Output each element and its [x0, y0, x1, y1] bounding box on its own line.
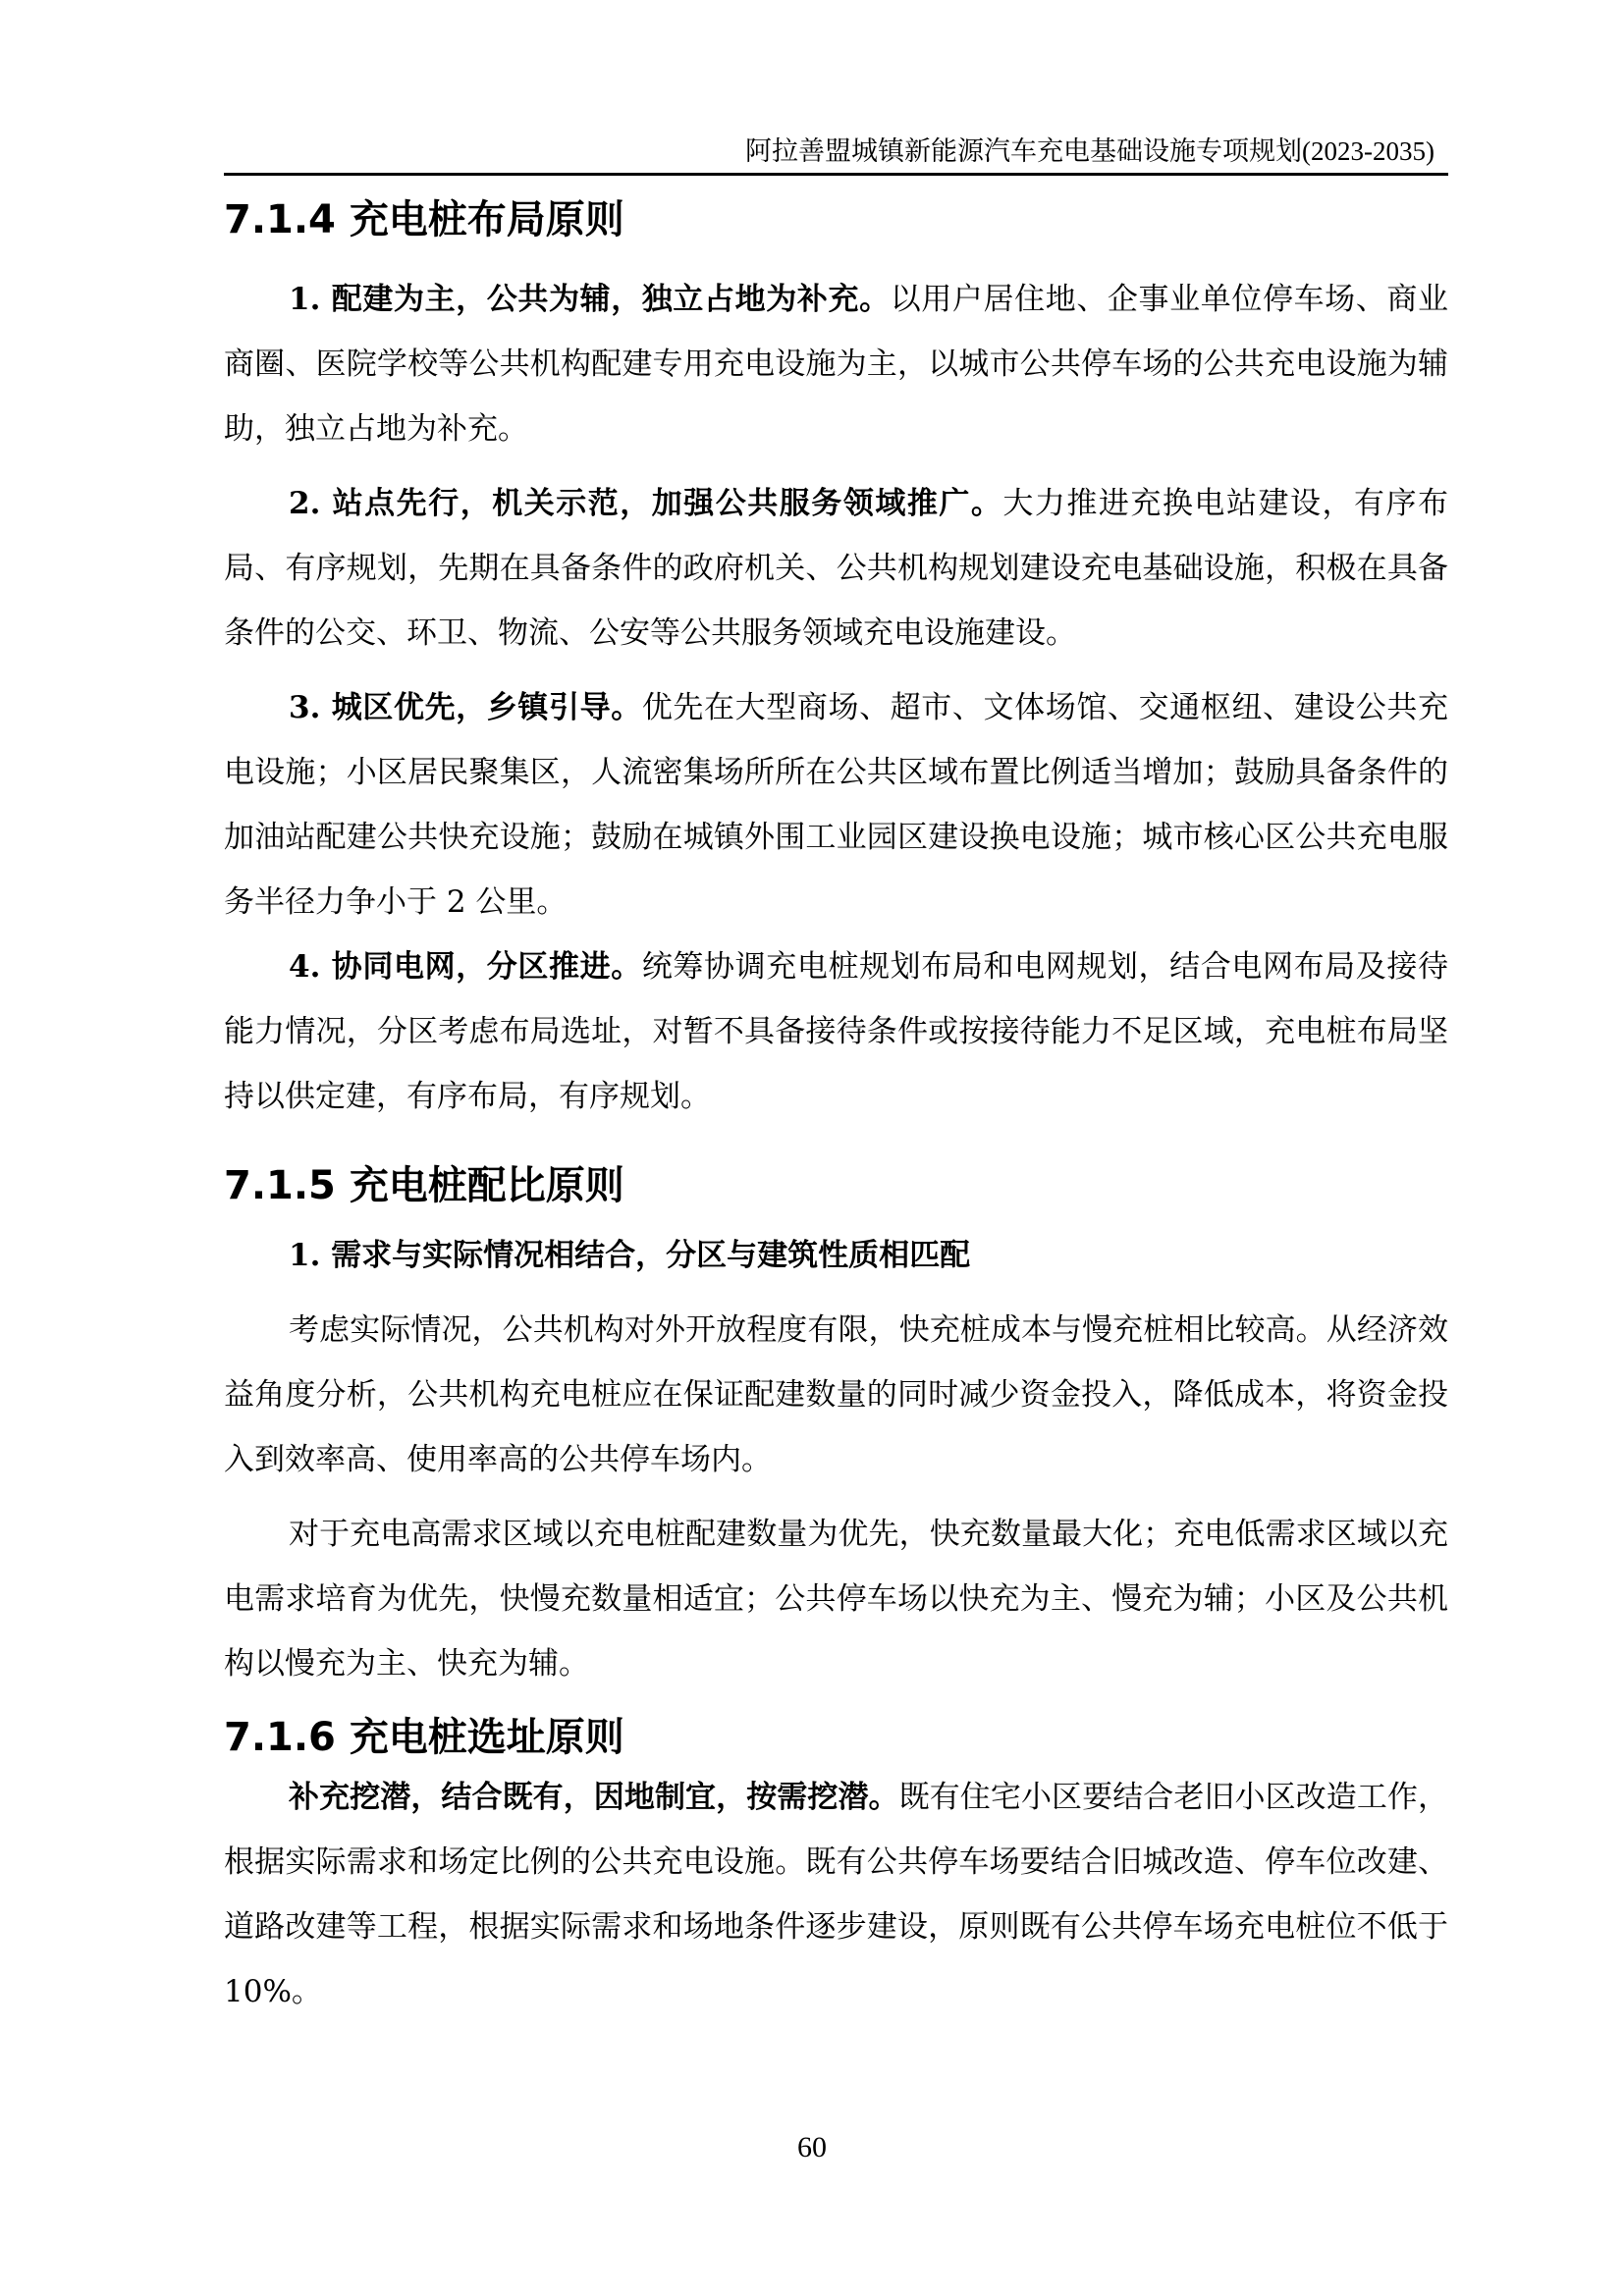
paragraph-lead: 补充挖潜，结合既有，因地制宜，按需挖潜。 — [289, 1780, 899, 1815]
page-content — [224, 192, 1448, 2024]
paragraph-ratio-2: 对于充电高需求区域以充电桩配建数量为优先，快充数量最大化；充电低需求区域以充电需求培育为优先，快慢充数量相适宜；公共停车场以快充为主、慢充为辅；小区及公共机构以慢充为主、快充为辅。 — [224, 1517, 1448, 1682]
paragraph-lead: 2. 站点先行，机关示范，加强公共服务领域推广。 — [289, 486, 1003, 521]
sub-heading-ratio-principle-1: 1. 需求与实际情况相结合，分区与建筑性质相匹配 — [289, 1238, 971, 1273]
paragraph-layout-principle-3 — [224, 675, 1448, 934]
paragraph-siting-principle — [224, 1765, 1448, 2024]
paragraph-text: 大力推进充换电站建设，有序布局、有序规划，先期在具备条件的政府机关、公共机构规划建设充电基础设施，积极在具备条件的公交、环卫、物流、公安等公共服务领域充电设施建设。 — [224, 486, 1449, 651]
section-heading-7-1-4: 7.1.4 充电桩布局原则 — [224, 197, 624, 242]
document-title: 阿拉善盟城镇新能源汽车充电基础设施专项规划(2023-2035) — [745, 136, 1435, 166]
paragraph-text: 统筹协调充电桩规划布局和电网规划，结合电网布局及接待能力情况，分区考虑布局选址，对暂不具备接待条件或按接待能力不足区域，充电桩布局坚持以供定建，有序布局，有序规划。 — [224, 949, 1448, 1114]
paragraph-text: 以用户居住地、企事业单位停车场、商业商圈、医院学校等公共机构配建专用充电设施为主，以城市公共停车场的公共充电设施为辅助，独立占地为补充。 — [224, 282, 1449, 447]
paragraph-lead: 1. 配建为主，公共为辅，独立占地为补充。 — [289, 282, 891, 317]
paragraph-layout-principle-1 — [224, 267, 1448, 461]
paragraph-text: 优先在大型商场、超市、文体场馆、交通枢纽、建设公共充电设施；小区居民聚集区，人流密集场所所在公共区域布置比例适当增加；鼓励具备条件的加油站配建公共快充设施；鼓励在城镇外围工业园区建设换电设施；城市核心区公共充电服务半径力争小于 2 公里。 — [224, 690, 1448, 920]
paragraph-layout-principle-2 — [224, 471, 1448, 666]
section-heading-7-1-5: 7.1.5 充电桩配比原则 — [224, 1163, 624, 1208]
paragraph-text: 既有住宅小区要结合老旧小区改造工作，根据实际需求和场定比例的公共充电设施。既有公共停车场要结合旧城改造、停车位改建、道路改建等工程，根据实际需求和场地条件逐步建设，原则既有公共停车场充电桩位不低于 10%。 — [224, 1780, 1449, 2009]
page-number: 60 — [797, 2131, 827, 2163]
paragraph-lead: 3. 城区优先，乡镇引导。 — [289, 690, 642, 725]
section-heading-7-1-6: 7.1.6 充电桩选址原则 — [224, 1715, 624, 1760]
paragraph-ratio-1: 考虑实际情况，公共机构对外开放程度有限，快充桩成本与慢充桩相比较高。从经济效益角度分析，公共机构充电桩应在保证配建数量的同时减少资金投入，降低成本，将资金投入到效率高、使用率高的公共停车场内。 — [224, 1312, 1448, 1477]
paragraph-layout-principle-4 — [224, 934, 1448, 1129]
page-header — [224, 133, 1448, 176]
paragraph-lead: 4. 协同电网，分区推进。 — [289, 949, 642, 985]
